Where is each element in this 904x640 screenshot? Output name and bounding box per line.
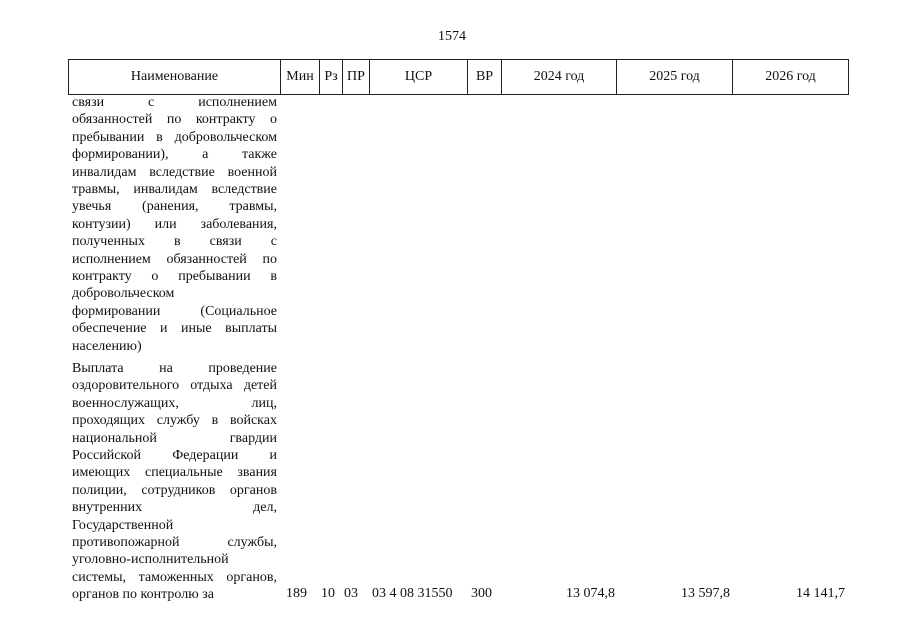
text-line: Выплата на проведение bbox=[72, 361, 277, 376]
row-description-2 bbox=[72, 360, 277, 604]
text-line: обязанностей по контракту о bbox=[72, 112, 277, 128]
text-line: исполнением обязанностей по bbox=[72, 251, 277, 267]
header-pr: ПР bbox=[343, 60, 370, 95]
text-line: увечья (ранения, травмы, bbox=[72, 199, 277, 215]
text-line: Российской Федерации и bbox=[72, 448, 277, 464]
text-line: оздоровительного отдыха детей bbox=[72, 378, 277, 394]
text-line: населению) bbox=[72, 338, 142, 354]
description-text-2 bbox=[72, 360, 277, 604]
header-vr: ВР bbox=[468, 60, 502, 95]
header-2024: 2024 год bbox=[502, 60, 617, 95]
text-line: внутренних дел, bbox=[72, 500, 277, 516]
text-line: контракту о пребывании в bbox=[72, 269, 277, 285]
cell-rz: 10 bbox=[321, 586, 335, 601]
text-line: травмы, инвалидам вследствие bbox=[72, 182, 277, 198]
text-line: имеющих специальные звания bbox=[72, 465, 277, 481]
text-line: контузии) или заболевания, bbox=[72, 216, 277, 232]
text-line: связи с исполнением bbox=[72, 95, 277, 110]
cell-pr: 03 bbox=[344, 586, 358, 601]
text-line: формировании (Социальное bbox=[72, 303, 277, 319]
header-row bbox=[69, 60, 849, 95]
header-name: Наименование bbox=[69, 60, 281, 95]
text-line: Государственной bbox=[72, 517, 174, 533]
description-text-1 bbox=[72, 94, 277, 355]
text-line: органов по контролю за bbox=[72, 587, 214, 603]
header-2025: 2025 год bbox=[617, 60, 733, 95]
cell-csr: 03 4 08 31550 bbox=[372, 586, 453, 601]
header-min: Мин bbox=[281, 60, 320, 95]
row-description-1 bbox=[72, 94, 277, 355]
header-2026: 2026 год bbox=[733, 60, 849, 95]
cell-2025: 13 597,8 bbox=[681, 586, 730, 601]
header-rz: Рз bbox=[320, 60, 343, 95]
cell-min: 189 bbox=[286, 586, 307, 601]
text-line: формировании), а также bbox=[72, 147, 277, 163]
text-line: пребывании в добровольческом bbox=[72, 129, 277, 145]
cell-vr: 300 bbox=[471, 586, 492, 601]
text-line: национальной гвардии bbox=[72, 430, 277, 446]
text-line: военнослужащих, лиц, bbox=[72, 395, 277, 411]
text-line: проходящих службу в войсках bbox=[72, 413, 277, 429]
text-line: добровольческом bbox=[72, 286, 175, 302]
cell-2024: 13 074,8 bbox=[566, 586, 615, 601]
text-line: противопожарной службы, bbox=[72, 535, 277, 551]
page-number: 1574 bbox=[438, 29, 466, 44]
text-line: системы, таможенных органов, bbox=[72, 569, 277, 585]
text-line: полиции, сотрудников органов bbox=[72, 482, 277, 498]
cell-2026: 14 141,7 bbox=[796, 586, 845, 601]
text-line: обеспечение и иные выплаты bbox=[72, 321, 277, 337]
header-csr: ЦСР bbox=[370, 60, 468, 95]
text-line: уголовно-исполнительной bbox=[72, 552, 229, 568]
table-header bbox=[68, 59, 849, 95]
text-line: полученных в связи с bbox=[72, 234, 277, 250]
text-line: инвалидам вследствие военной bbox=[72, 164, 277, 180]
